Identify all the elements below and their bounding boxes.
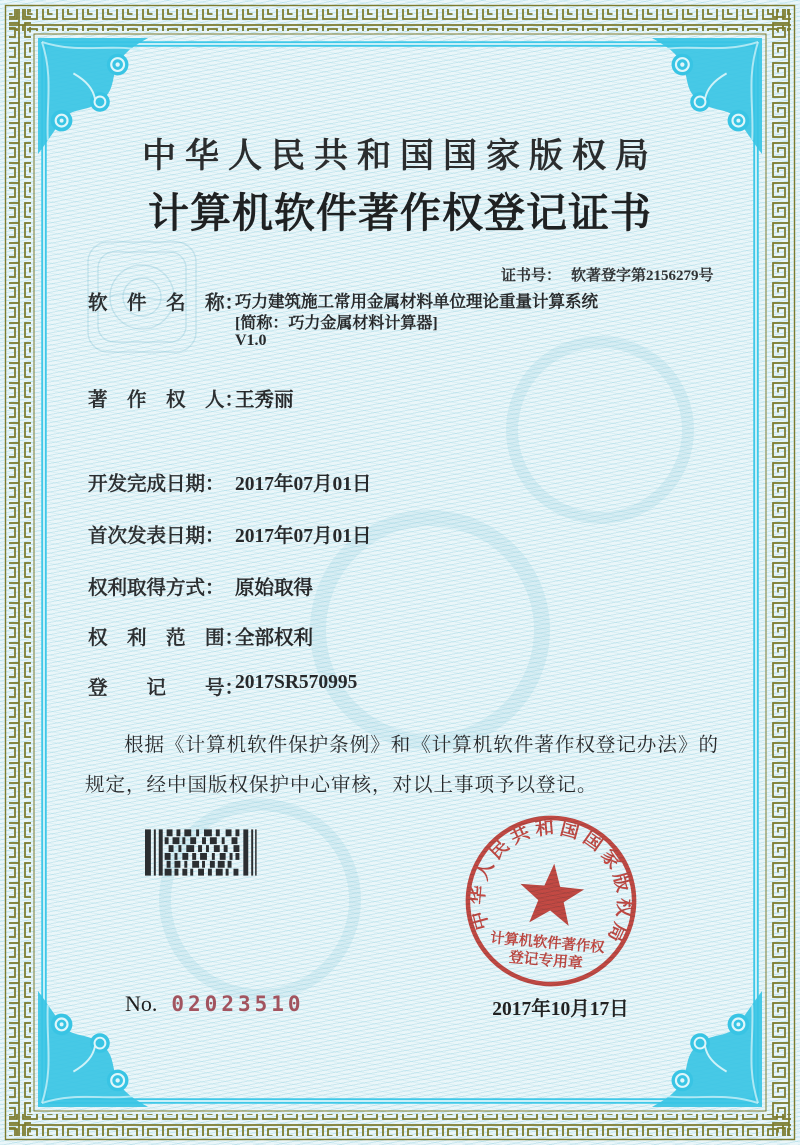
field-value-copyright-owner: 王秀丽 (235, 390, 294, 411)
field-value-registration-no: 2017SR570995 (235, 672, 358, 693)
field-label-rights-scope: 权 利 范 围： (88, 628, 245, 649)
field-value-software-name: 巧力建筑施工常用金属材料单位理论重量计算系统 (235, 292, 598, 311)
seal-ring-text: 中华人民共和国国家版权局 (467, 817, 635, 946)
field-value-first-publish-date: 2017年07月01日 (235, 526, 372, 547)
field-value-rights-scope: 全部权利 (235, 628, 314, 649)
field-label-software-name: 软 件 名 称： (88, 293, 245, 314)
field-label-dev-complete-date: 开发完成日期： (88, 474, 225, 495)
official-seal (462, 812, 640, 990)
field-value-software-short-name: [简称：巧力金属材料计算器] (235, 315, 438, 332)
issue-date: 2017年10月17日 (492, 999, 629, 1020)
field-label-first-publish-date: 首次发表日期： (88, 526, 225, 547)
field-value-dev-complete-date: 2017年07月01日 (235, 474, 372, 495)
certificate-number-value: 软著登字第2156279号 (571, 268, 714, 284)
field-label-copyright-owner: 著 作 权 人： (88, 390, 245, 411)
field-label-registration-no: 登 记 号： (88, 678, 245, 699)
registration-statement: 根据《计算机软件保护条例》和《计算机软件著作权登记办法》的规定，经中国版权保护中心审核，对以上事项予以登记。 (85, 735, 719, 796)
serial-number-line (125, 991, 305, 1017)
field-label-rights-acquisition: 权利取得方式： (88, 578, 225, 599)
field-value-rights-acquisition: 原始取得 (235, 578, 314, 599)
field-value-software-version: V1.0 (235, 332, 267, 349)
certificate-title: 计算机软件著作权登记证书 (148, 190, 652, 236)
certificate-number-label: 证书号： (501, 268, 562, 284)
barcode-2d-icon (145, 829, 263, 876)
seal-text-line2: 登记专用章 (508, 949, 584, 973)
seal-star-icon (517, 861, 586, 927)
serial-number: 02023510 (171, 992, 305, 1016)
serial-prefix: No. (125, 991, 158, 1016)
seal-text-line1: 计算机软件著作权 (489, 930, 606, 957)
issuing-authority-title: 中华人民共和国国家版权局 (142, 138, 658, 175)
